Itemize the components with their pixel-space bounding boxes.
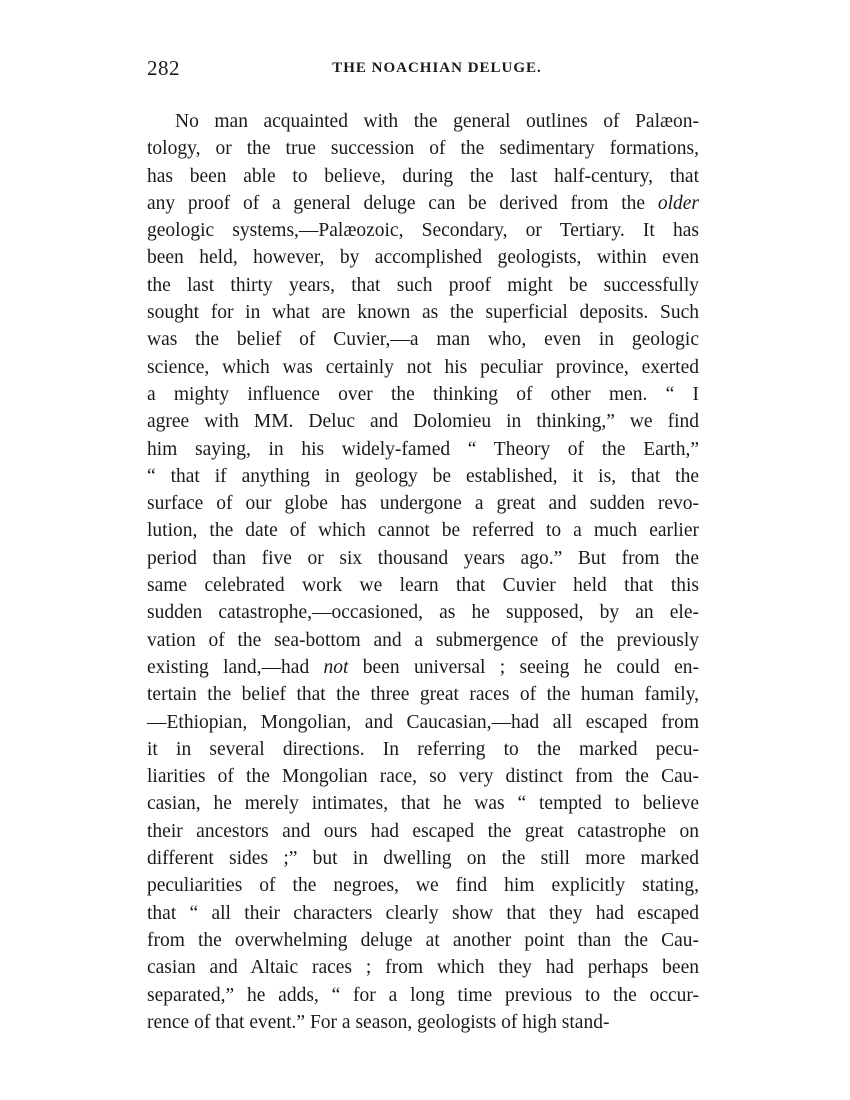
- text-line: sought for in what are known as the superficial deposits. Such: [147, 302, 699, 324]
- text-line: peculiarities of the negroes, we find him explicitly stating,: [147, 875, 699, 897]
- text-line: sudden catastrophe,—occasioned, as he supposed, by an ele-: [147, 602, 699, 624]
- page-number: 282: [147, 56, 180, 80]
- text-line: agree with MM. Deluc and Dolomieu in thinking,” we find: [147, 411, 699, 433]
- text-line: separated,” he adds, “ for a long time previous to the occur-: [147, 984, 699, 1006]
- text-line: geologic systems,—Palæozoic, Secondary, or Tertiary. It has: [147, 220, 699, 242]
- text-segment: any proof of a general deluge can be derived from the: [147, 192, 658, 214]
- text-line: casian, he merely intimates, that he was “ tempted to believe: [147, 793, 699, 815]
- paragraph: [147, 108, 699, 1036]
- italic-word: not: [323, 656, 349, 678]
- text-line: lution, the date of which cannot be referred to a much earlier: [147, 520, 699, 542]
- text-line: was the belief of Cuvier,—a man who, even in geologic: [147, 329, 699, 351]
- text-line: tertain the belief that the three great races of the human family,: [147, 684, 699, 706]
- text-line: their ancestors and ours had escaped the great catastrophe on: [147, 820, 699, 842]
- text-line: been held, however, by accomplished geologists, within even: [147, 247, 699, 269]
- text-segment: been universal ; seeing he could en-: [348, 656, 699, 678]
- text-line: that “ all their characters clearly show that they had escaped: [147, 902, 699, 924]
- text-line: surface of our globe has undergone a great and sudden revo-: [147, 493, 699, 515]
- italic-word: older: [657, 192, 699, 214]
- text-line: a mighty influence over the thinking of other men. “ I: [147, 383, 699, 405]
- text-line: the last thirty years, that such proof might be successfully: [147, 274, 699, 296]
- text-line: liarities of the Mongolian race, so very distinct from the Cau-: [147, 766, 699, 788]
- text-line: different sides ;” but in dwelling on the still more marked: [147, 848, 699, 870]
- text-line: has been able to believe, during the last half-century, that: [147, 165, 699, 187]
- text-line: casian and Altaic races ; from which they had perhaps been: [147, 957, 699, 979]
- text-line: him saying, in his widely-famed “ Theory of the Earth,”: [147, 438, 699, 460]
- text-line: same celebrated work we learn that Cuvier held that this: [147, 575, 699, 597]
- text-line: vation of the sea-bottom and a submergence of the previously: [147, 629, 699, 651]
- text-line: No man acquainted with the general outlines of Palæon-: [175, 111, 699, 132]
- text-line: [147, 654, 699, 681]
- text-line: period than five or six thousand years ago.” But from the: [147, 547, 699, 569]
- text-line: science, which was certainly not his peculiar province, exerted: [147, 356, 699, 378]
- text-segment: existing land,—had: [147, 656, 324, 678]
- text-line: —Ethiopian, Mongolian, and Caucasian,—had all escaped from: [147, 711, 699, 733]
- text-line: it in several directions. In referring to the marked pecu-: [147, 738, 699, 760]
- running-head: THE NOACHIAN DELUGE.: [332, 60, 542, 76]
- text-line: rence of that event.” For a season, geologists of high stand-: [147, 1011, 610, 1033]
- text-line: from the overwhelming deluge at another point than the Cau-: [147, 929, 699, 951]
- text-line: “ that if anything in geology be established, it is, that the: [147, 465, 699, 487]
- page-header: [147, 56, 699, 86]
- text-line: tology, or the true succession of the sedimentary formations,: [147, 138, 699, 160]
- text-line: [147, 190, 699, 217]
